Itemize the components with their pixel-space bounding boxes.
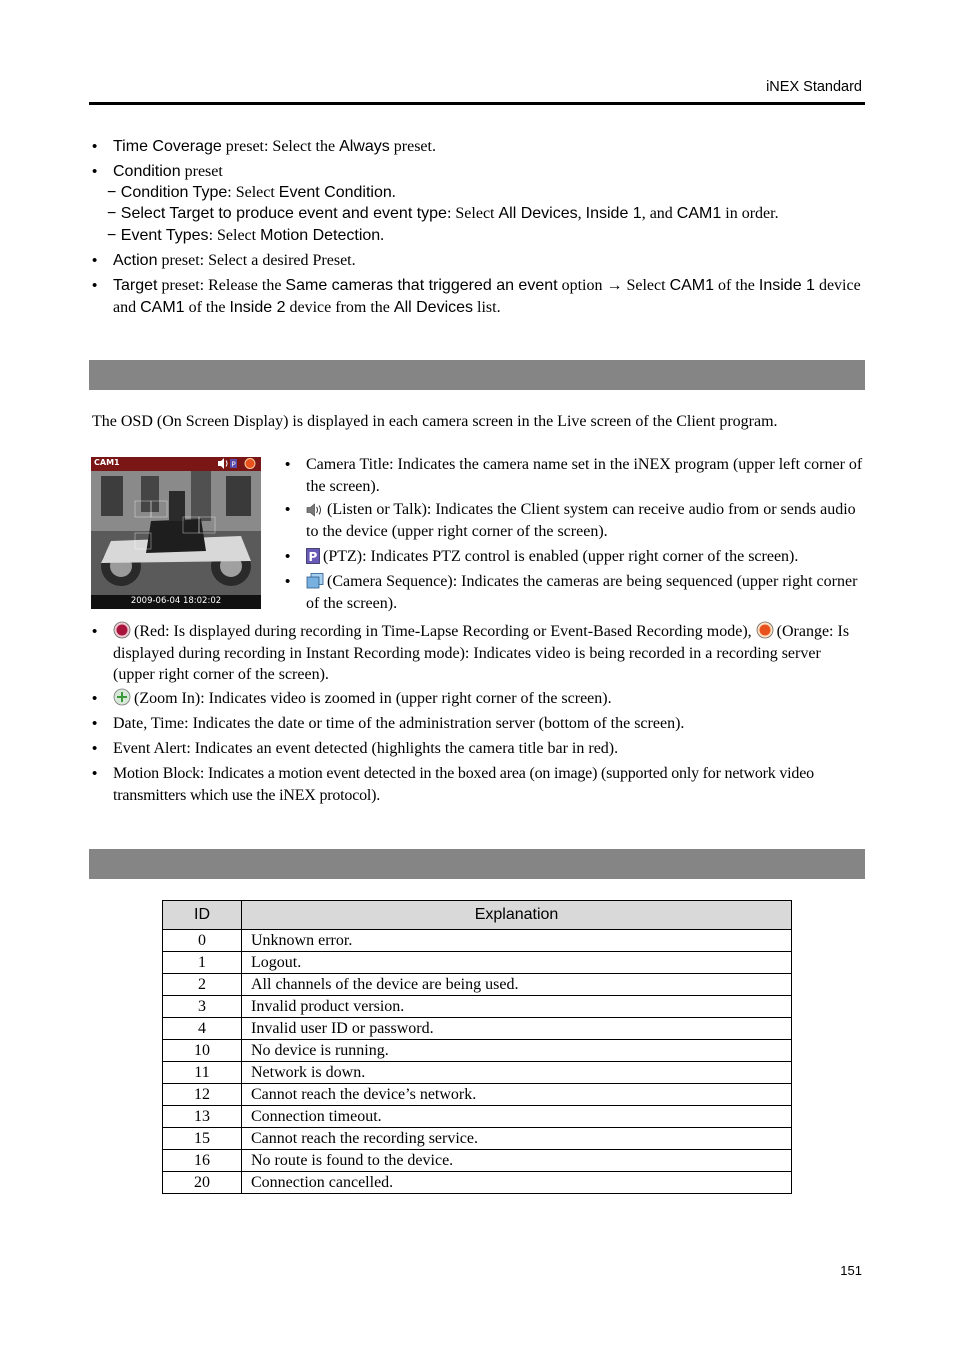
table-row: 13 Connection timeout. xyxy=(163,1106,792,1128)
error-code-table xyxy=(162,900,792,1194)
bullet: • xyxy=(92,765,98,782)
bullet: • xyxy=(285,501,291,518)
bullet: • xyxy=(92,715,98,732)
camera-thumbnail xyxy=(91,457,261,609)
bullet: • xyxy=(92,277,98,294)
list-item: • (Listen or Talk): Indicates the Client system can receive audio from or sends audio to the device (upper right corner of the screen). xyxy=(285,501,856,540)
speaker-icon xyxy=(306,503,324,517)
list-item: • Target preset: Release the Same cameras that triggered an event option → Select CAM1 of the Inside 1 device and CAM1 of the Inside 2 device from the All Devices list. xyxy=(92,277,861,316)
camera-osd-icons xyxy=(217,457,257,472)
list-item: • (Zoom In): Indicates video is zoomed in (upper right corner of the screen). xyxy=(92,688,864,710)
camera-title: CAM1 xyxy=(94,458,120,467)
list-item: • (Camera Sequence): Indicates the cameras are being sequenced (upper right corner of the screen). xyxy=(285,573,858,612)
recording-orange-icon xyxy=(756,621,774,639)
camera-title-bar xyxy=(91,457,261,471)
osd-status-icons xyxy=(217,457,257,470)
list-item: • Action preset: Select a desired Preset. xyxy=(92,250,864,272)
header-title: iNEX Standard xyxy=(766,79,862,95)
term: Time Coverage xyxy=(113,138,222,155)
sub-item: − Condition Type: Select Event Condition. xyxy=(107,184,396,201)
svg-text:P: P xyxy=(308,550,318,564)
table-row: 0 Unknown error. xyxy=(163,930,792,952)
section-heading-bar xyxy=(89,849,865,879)
zoom-in-icon xyxy=(113,688,131,706)
sub-item: − Select Target to produce event and event type: Select All Devices, Inside 1, and CAM1 in order. xyxy=(107,205,779,222)
table-row: 1 Logout. xyxy=(163,952,792,974)
page-number: 151 xyxy=(840,1263,862,1278)
column-header-explanation: Explanation xyxy=(242,901,792,930)
term: Condition xyxy=(113,163,181,180)
list-item: • Camera Title: Indicates the camera name set in the iNEX program (upper left corner of the screen). xyxy=(285,456,863,495)
table-row: 20 Connection cancelled. xyxy=(163,1172,792,1194)
term: Action xyxy=(113,252,158,269)
bullet: • xyxy=(92,690,98,707)
list-item: • P (PTZ): Indicates PTZ control is enabled (upper right corner of the screen). xyxy=(285,546,865,568)
bullet: • xyxy=(92,138,98,155)
table-row: 4 Invalid user ID or password. xyxy=(163,1018,792,1040)
list-item: • Motion Block: Indicates a motion event detected in the boxed area (on image) (supported only for network video transmitters which use the iNEX protocol). xyxy=(92,765,814,804)
svg-text:P: P xyxy=(231,460,236,469)
table-row: 12 Cannot reach the device’s network. xyxy=(163,1084,792,1106)
bullet: • xyxy=(92,623,98,640)
camera-timestamp-bar xyxy=(91,595,261,609)
bullet: • xyxy=(285,573,291,590)
table-row: 15 Cannot reach the recording service. xyxy=(163,1128,792,1150)
bullet: • xyxy=(92,252,98,269)
table-row: 2 All channels of the device are being used. xyxy=(163,974,792,996)
camera-video-frame xyxy=(91,471,261,595)
list-item: • (Red: Is displayed during recording in Time-Lapse Recording or Event-Based Recording mode), (Orange: Is displayed during recording in Instant Recording mode): Indicates video is being recorded in a recording server (upper right corner of the screen). xyxy=(92,623,850,683)
recording-red-icon xyxy=(113,621,131,639)
list-item: • Time Coverage preset: Select the Always preset. xyxy=(92,136,864,158)
table-row: 3 Invalid product version. xyxy=(163,996,792,1018)
list-item: • Date, Time: Indicates the date or time of the administration server (bottom of the screen). xyxy=(92,713,864,735)
column-header-id: ID xyxy=(163,901,242,930)
table-row: 16 No route is found to the device. xyxy=(163,1150,792,1172)
sub-item: − Event Types: Select Motion Detection. xyxy=(107,227,385,244)
camera-sequence-icon xyxy=(306,573,324,589)
bullet: • xyxy=(92,740,98,757)
list-item: • Event Alert: Indicates an event detected (highlights the camera title bar in red). xyxy=(92,738,864,760)
camera-timestamp: 2009-06-04 18:02:02 xyxy=(130,596,222,606)
osd-intro: The OSD (On Screen Display) is displayed in each camera screen in the Live screen of the Client program. xyxy=(92,413,778,430)
section-heading-bar xyxy=(89,360,865,390)
table-row: 11 Network is down. xyxy=(163,1062,792,1084)
ptz-icon xyxy=(306,548,320,564)
list-item: • Condition preset xyxy=(92,161,864,183)
term: Target xyxy=(113,277,158,294)
bullet: • xyxy=(285,548,291,565)
bullet: • xyxy=(92,163,98,180)
table-row: 10 No device is running. xyxy=(163,1040,792,1062)
table-header-row xyxy=(163,901,792,930)
bullet: • xyxy=(285,456,291,473)
header-rule xyxy=(89,102,865,105)
